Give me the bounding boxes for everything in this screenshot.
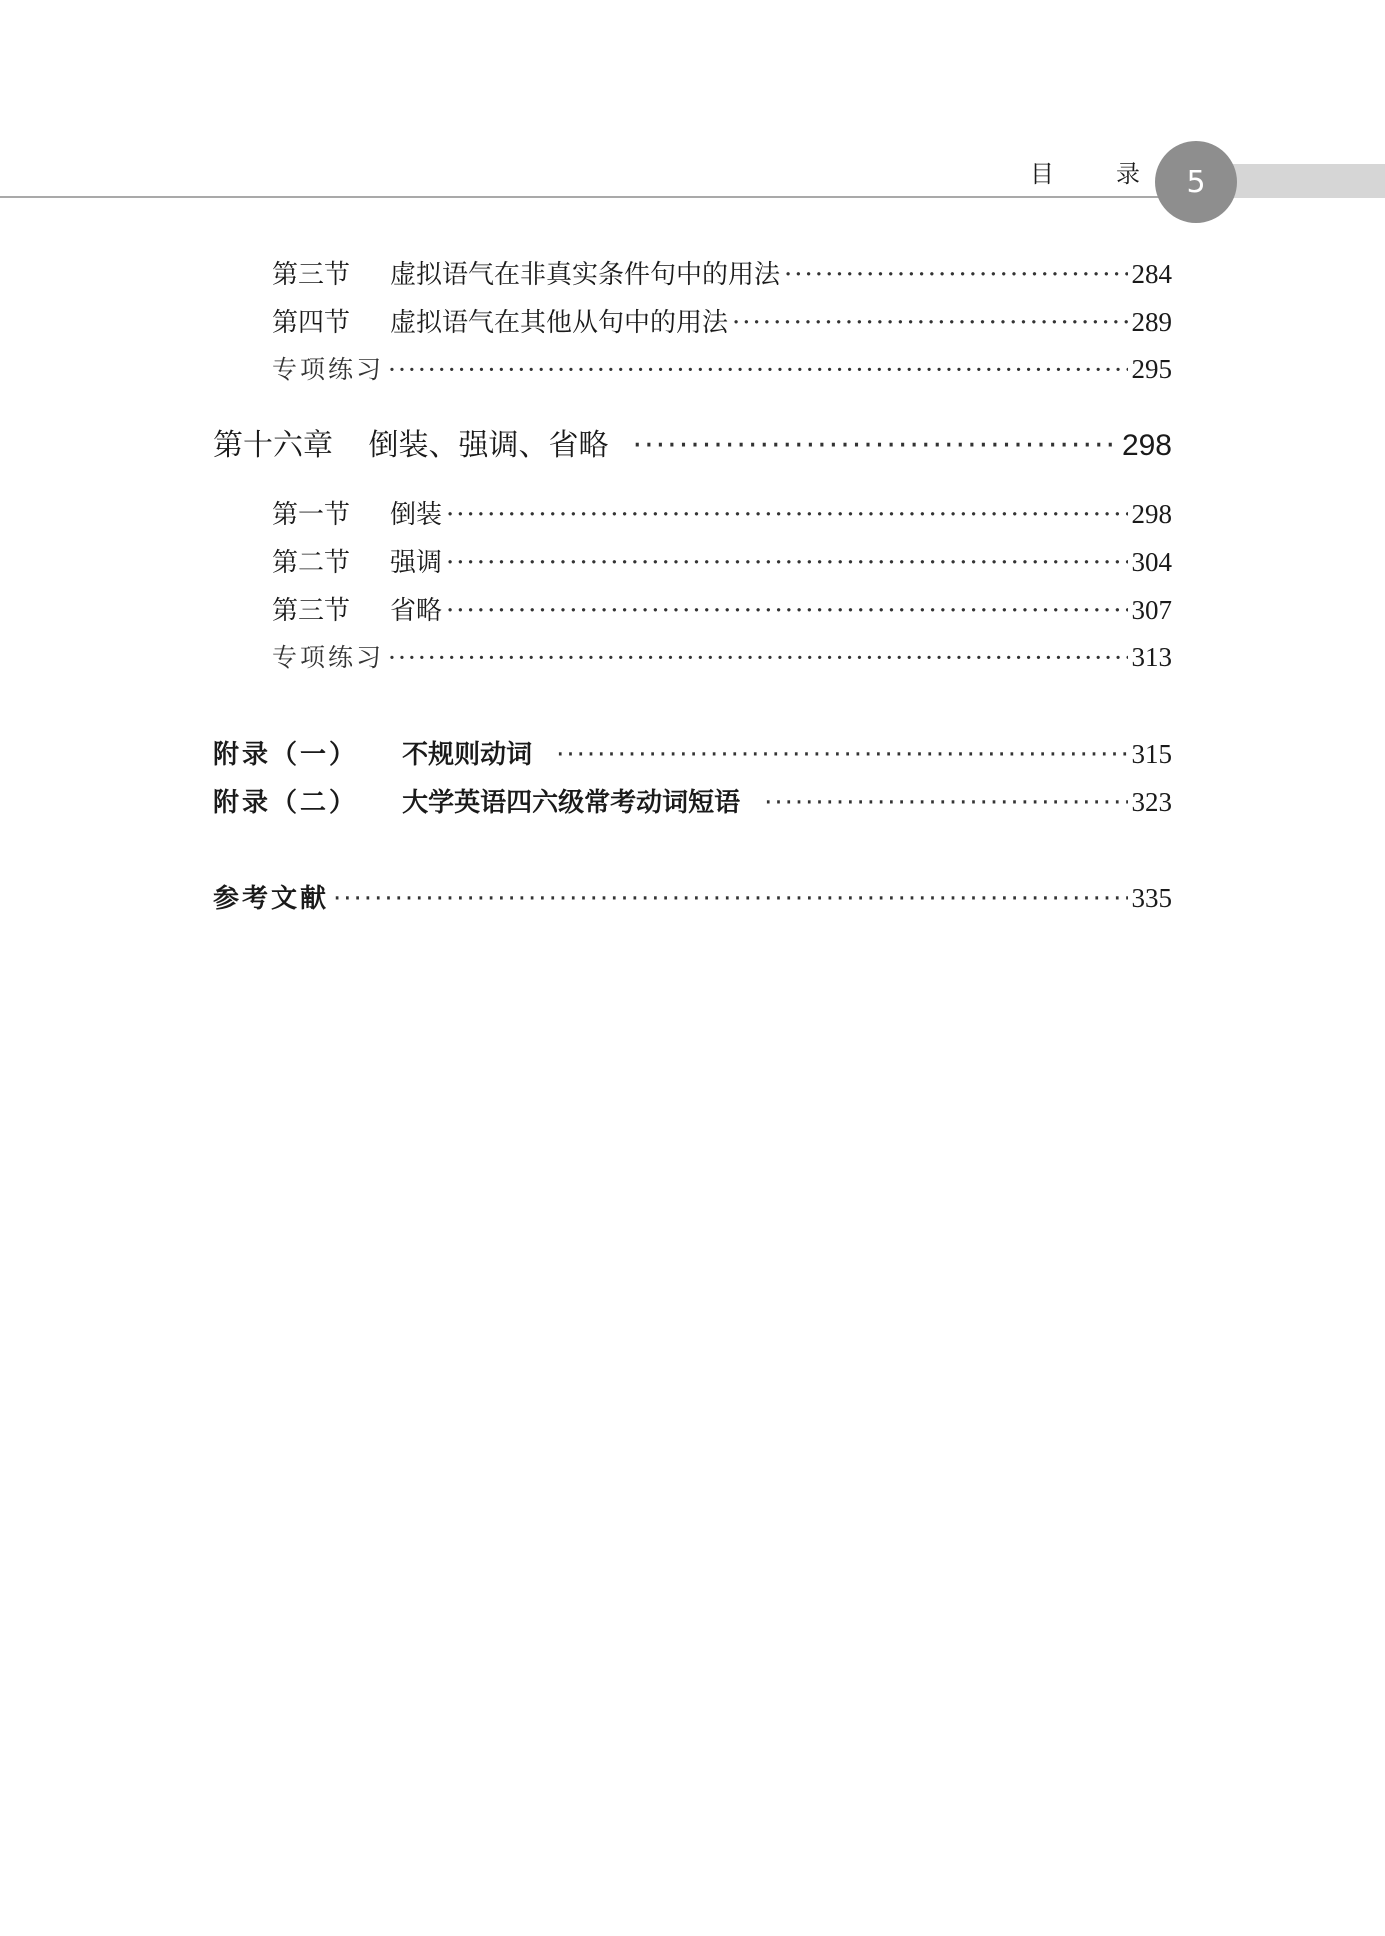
dot-leader [446, 500, 1127, 530]
page-ref: 298 [1121, 429, 1172, 462]
dot-leader [446, 596, 1127, 626]
page-ref: 323 [1131, 787, 1172, 817]
toc-entry-references[interactable] [213, 878, 1172, 915]
dot-leader [784, 260, 1127, 290]
dot-leader [764, 788, 1127, 818]
toc-entry-section[interactable] [272, 542, 1172, 579]
dot-leader [388, 355, 1127, 384]
chapter-number: 第十六章 [213, 428, 333, 463]
dot-leader [446, 548, 1127, 578]
section-title: 虚拟语气在非真实条件句中的用法 [390, 260, 781, 290]
page-ref: 298 [1131, 499, 1172, 529]
practice-title: 专项练习 [272, 355, 385, 384]
page-ref: 289 [1131, 307, 1172, 337]
section-number: 第二节 [272, 548, 351, 578]
dot-leader [556, 740, 1127, 770]
section-number: 第三节 [272, 260, 351, 290]
toc-entry-section[interactable] [272, 254, 1172, 291]
page-ref: 307 [1131, 595, 1172, 625]
appendix-title: 不规则动词 [402, 740, 533, 770]
page-ref: 295 [1131, 354, 1172, 384]
section-title: 省略 [390, 596, 443, 626]
appendix-title: 大学英语四六级常考动词短语 [402, 788, 741, 818]
section-number: 第一节 [272, 500, 351, 530]
page-number: 5 [1186, 164, 1206, 200]
references-title: 参考文献 [213, 884, 330, 914]
toc-entry-section[interactable] [272, 590, 1172, 627]
section-number: 第三节 [272, 596, 351, 626]
toc-entry-appendix[interactable] [213, 734, 1172, 771]
section-title: 强调 [390, 548, 443, 578]
page-ref: 315 [1131, 739, 1172, 769]
dot-leader [633, 428, 1118, 463]
chapter-title: 倒装、强调、省略 [368, 428, 609, 463]
section-title: 虚拟语气在其他从句中的用法 [390, 308, 729, 338]
appendix-number: 附录（一） [213, 740, 359, 770]
toc-entry-chapter[interactable] [213, 420, 1172, 464]
appendix-number: 附录（二） [213, 788, 359, 818]
page-ref: 304 [1131, 547, 1172, 577]
page-ref: 313 [1131, 642, 1172, 672]
section-title: 倒装 [390, 500, 443, 530]
toc-entry-section[interactable] [272, 302, 1172, 339]
toc-entry-appendix[interactable] [213, 782, 1172, 819]
dot-leader [732, 308, 1127, 338]
page-ref: 284 [1131, 259, 1172, 289]
section-number: 第四节 [272, 308, 351, 338]
toc-entry-practice[interactable] [272, 638, 1172, 674]
running-head-right: 录 [1116, 160, 1140, 188]
dot-leader [388, 643, 1127, 672]
practice-title: 专项练习 [272, 643, 385, 672]
toc-entry-practice[interactable] [272, 350, 1172, 386]
page-ref: 335 [1131, 883, 1172, 913]
toc-entry-section[interactable] [272, 494, 1172, 531]
running-head-left: 目 [1030, 160, 1054, 188]
dot-leader [333, 884, 1127, 914]
